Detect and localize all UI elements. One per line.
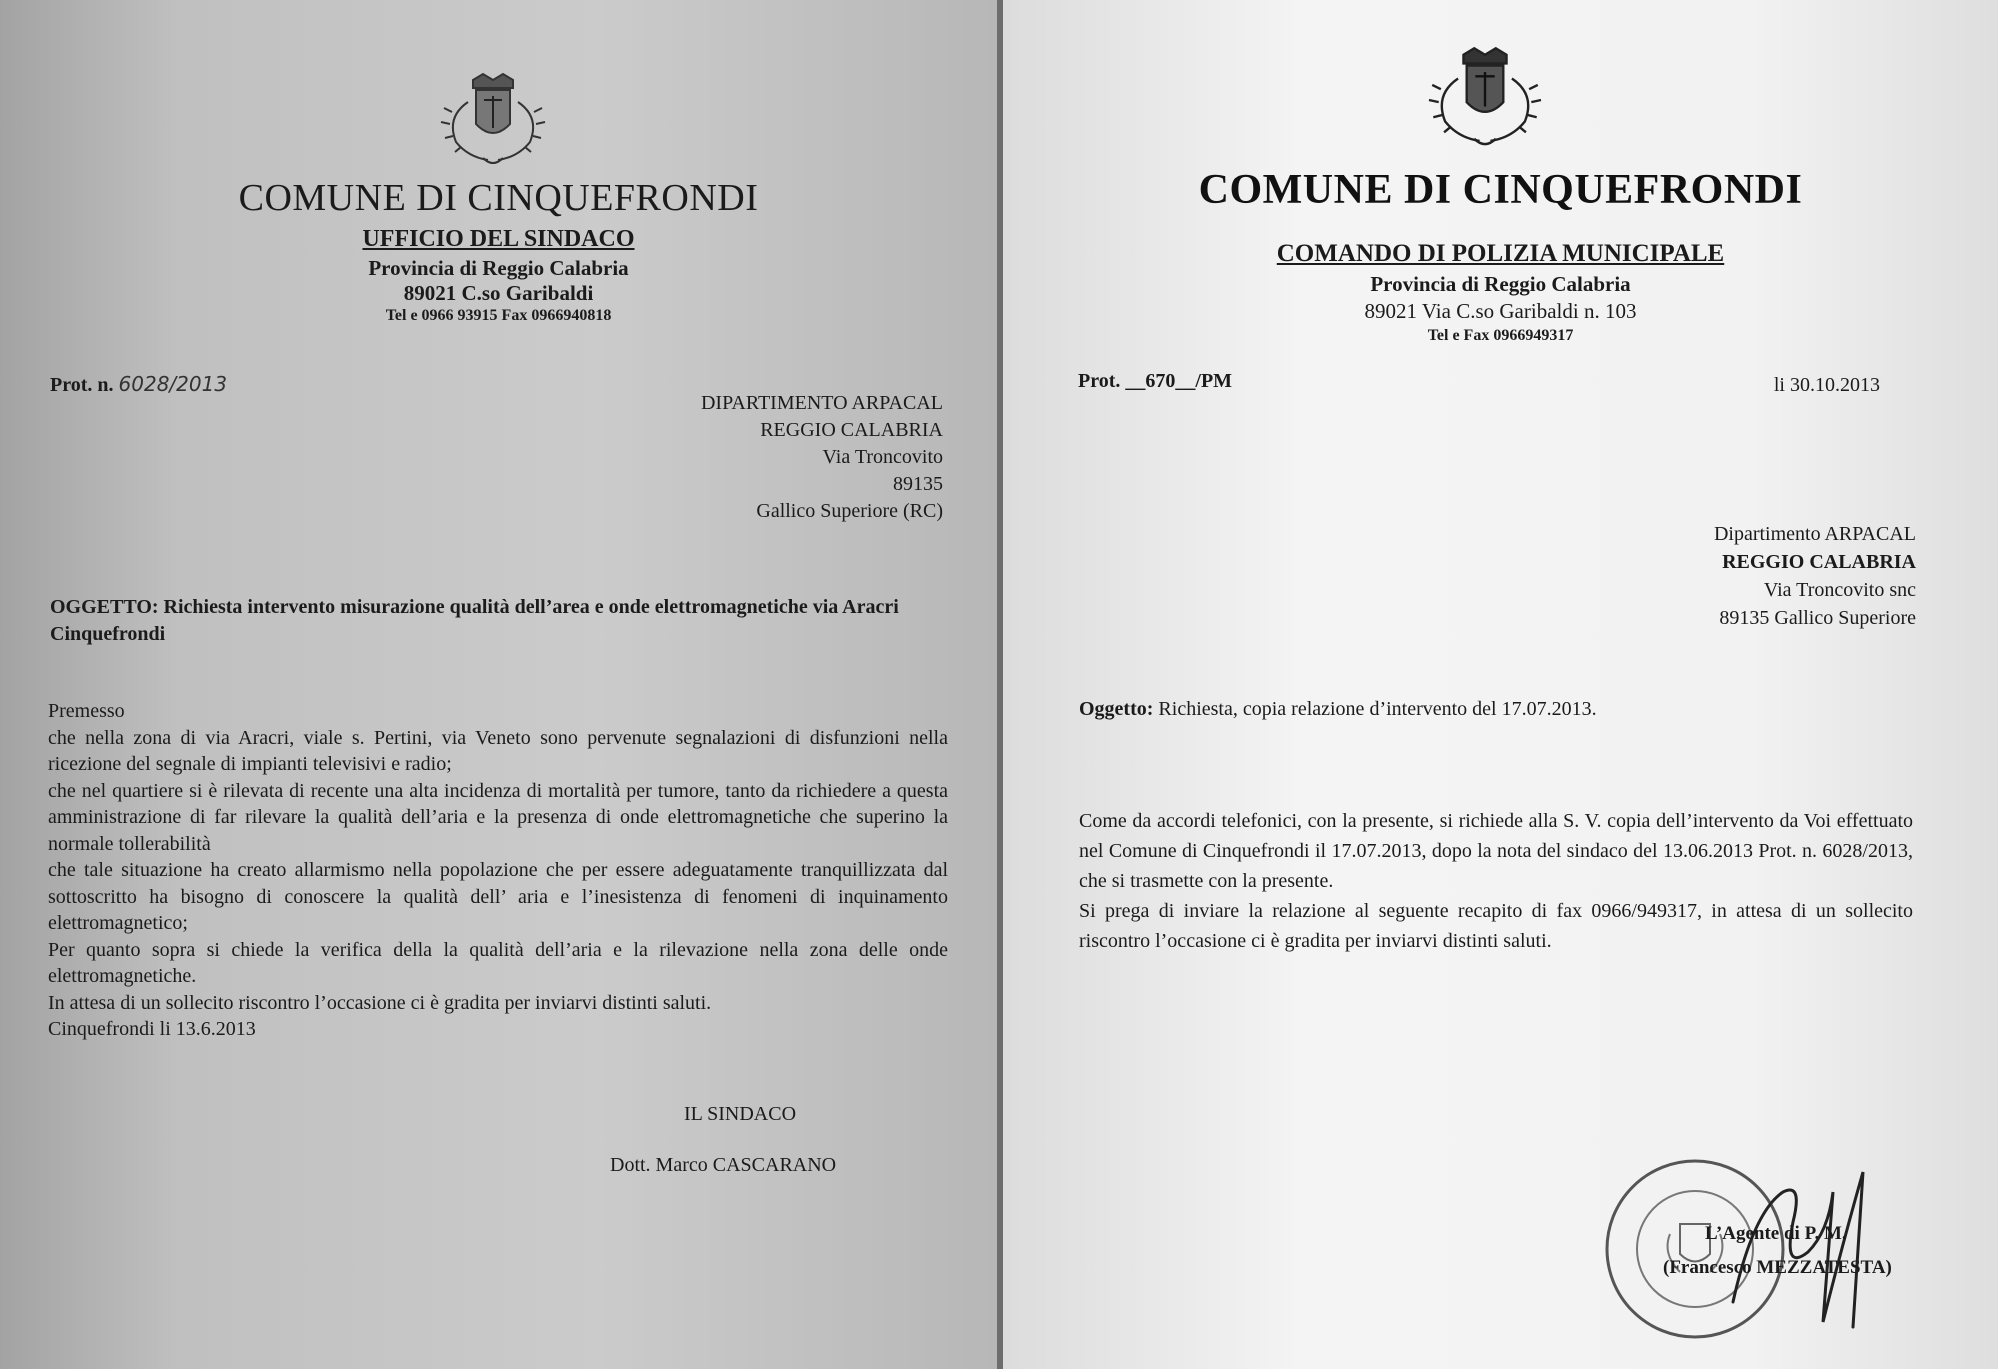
contact-line: Tel e 0966 93915 Fax 0966940818 [385,307,612,324]
province-line: Provincia di Reggio Calabria [368,256,629,280]
recipient-line: Via Troncovito snc [1763,579,1916,601]
municipality-name: COMUNE DI CINQUEFRONDI [238,177,759,219]
recipient-line: Via Troncovito [822,446,943,468]
protocol-number: Prot. __670__/PM [1078,370,1233,392]
left-document-page [0,0,997,1369]
protocol-label: Prot. n. [50,374,114,396]
municipal-crest-icon [1415,46,1555,154]
body-paragraph: Come da accordi telefonici, con la presente, si richiede alla S. V. copia dell’intervento da Voi effettuato nel Comune di Cinquefrondi il 17.07.2013, dopo la nota del sindaco del 13.06.2013 Prot. n. 6028/2013, che si trasmette con la presente. [1079,810,1913,892]
body-paragraph: Cinquefrondi li 13.6.2013 [48,1018,256,1040]
recipient-line: REGGIO CALABRIA [1722,551,1916,573]
municipal-crest-icon [428,72,558,172]
recipient-line: DIPARTIMENTO ARPACAL [700,392,943,414]
signature-title: IL SINDACO [684,1103,797,1125]
subject-line [1079,698,1597,721]
subject-line: OGGETTO: Richiesta intervento misurazione qualità dell’area e onde elettromagnetiche via Aracri Cinquefrondi [50,596,899,645]
body-paragraph: Si prega di inviare la relazione al seguente recapito di fax 0966/949317, in attesa di un sollecito riscontro l’occasione ci è gradita per inviarvi distinti saluti. [1079,900,1913,952]
right-document-page [1003,0,1998,1369]
recipient-line: 89135 Gallico Superiore [1719,607,1916,629]
recipient-address [1714,520,1916,632]
recipient-line: Dipartimento ARPACAL [1713,523,1916,545]
office-name: COMANDO DI POLIZIA MUNICIPALE [1276,240,1725,267]
recipient-line: Gallico Superiore (RC) [756,500,943,522]
recipient-line: REGGIO CALABRIA [760,419,943,441]
body-paragraph: Per quanto sopra si chiede la verifica della la qualità dell’aria e la rilevazione nella zona delle onde elettromagnetiche. [48,938,948,987]
body-paragraph: che tale situazione ha creato allarmismo nella popolazione che per essere adeguatamente tranquillizzata dal sottoscritto ha bisogno di conoscere la qualità dell’ aria e l’inesistenza di fenomeni di inquinamento elettromagnetico; [48,859,948,934]
signature-name: (Francesco MEZZATESTA) [1663,1257,1892,1278]
recipient-line: 89135 [893,473,943,495]
signature-name: Dott. Marco CASCARANO [610,1154,837,1176]
subject-text: Richiesta, copia relazione d’intervento del 17.07.2013. [1158,698,1597,720]
letter-body [1079,806,1913,956]
contact-line: Tel e Fax 0966949317 [1427,327,1574,344]
body-paragraph: che nel quartiere si è rilevata di recente una alta incidenza di mortalità per tumore, tanto da richiedere a questa amministrazione di far rilevare la qualità dell’aria e la presenza di onde elettromagnetiche che superino la normale tollerabilità [48,779,948,855]
body-paragraph: In attesa di un sollecito riscontro l’occasione ci è gradita per inviarvi distinti saluti. [48,991,712,1014]
letter-body [48,698,948,1043]
municipality-name: COMUNE DI CINQUEFRONDI [1198,167,1803,213]
province-line: Provincia di Reggio Calabria [1370,272,1631,296]
signature-title: L’Agente di P. M. [1705,1223,1847,1244]
office-name: UFFICIO DEL SINDACO [362,226,635,252]
subject-label: Oggetto: [1079,698,1154,720]
letter-date: li 30.10.2013 [1773,374,1880,396]
address-line: 89021 Via C.so Garibaldi n. 103 [1364,299,1637,323]
recipient-address [701,390,943,525]
protocol-handwritten-number: 6028/2013 [118,372,228,396]
protocol-number [50,372,227,397]
address-line: 89021 C.so Garibaldi [403,281,594,305]
handwritten-signature-icon [1713,1152,1883,1342]
body-paragraph: Premesso [48,700,125,722]
body-paragraph: che nella zona di via Aracri, viale s. Pertini, via Veneto sono pervenute segnalazioni di disfunzioni nella ricezione del segnale di impianti televisivi e radio; [48,726,948,775]
